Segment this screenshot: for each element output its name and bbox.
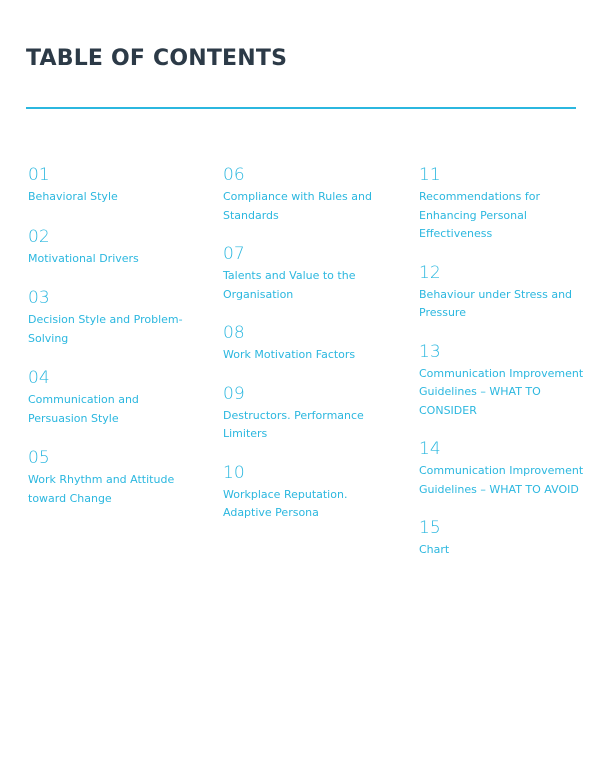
toc-item-number: 02 [28,226,50,247]
toc-item-label[interactable]: Destructors. Performance Limiters [223,408,364,440]
toc-item-label[interactable]: Compliance with Rules and Standards [223,190,372,222]
toc-item-label[interactable]: Motivational Drivers [28,251,139,265]
toc-item-number: 06 [223,165,245,185]
toc-item-03[interactable] [28,288,193,348]
toc-item-label[interactable]: Communication and Persuasion Style [28,393,139,425]
toc-item-label[interactable]: Decision Style and Problem-Solving [28,313,183,345]
toc-item-number: 08 [223,323,245,343]
toc-item-09[interactable] [223,384,388,444]
toc-item-number: 12 [419,262,441,283]
toc-item-08[interactable] [223,323,388,365]
toc-item-06[interactable] [223,165,388,225]
toc-item-number: 13 [419,341,441,362]
toc-item-10[interactable] [223,463,388,523]
toc-item-04[interactable] [28,368,193,428]
toc-item-label[interactable]: Workplace Reputation. Adaptive Persona [223,487,348,519]
toc-item-02[interactable] [28,227,193,269]
toc-item-07[interactable] [223,244,388,304]
toc-item-label[interactable]: Work Motivation Factors [223,348,356,361]
toc-item-label[interactable]: Behavioral Style [28,190,118,203]
toc-item-number: 04 [28,368,50,388]
toc-item-14[interactable] [419,439,587,499]
toc-item-number: 15 [419,518,441,538]
title-divider [26,107,576,109]
toc-item-label[interactable]: Talents and Value to the Organisation [223,269,356,301]
page-title: TABLE OF CONTENTS [26,46,288,71]
toc-item-12[interactable] [419,263,587,323]
toc-item-number: 01 [28,165,50,185]
toc-item-label[interactable]: Communication Improvement Guidelines – WHAT TO CONSIDER [419,366,584,417]
toc-item-label[interactable]: Work Rhythm and Attitude toward Change [28,473,175,505]
toc-column-1 [28,165,193,528]
toc-item-number: 11 [419,165,441,185]
toc-item-01[interactable] [28,165,193,207]
toc-item-number: 09 [223,383,245,404]
toc-item-number: 14 [419,439,441,459]
toc-item-label[interactable]: Communication Improvement Guidelines – WHAT TO AVOID [419,464,584,496]
toc-item-number: 07 [223,244,245,264]
toc-column-2 [223,165,388,542]
toc-item-label[interactable]: Recommendations for Enhancing Personal Effectiveness [419,190,541,240]
toc-item-11[interactable] [419,165,587,244]
toc-column-3 [419,165,587,579]
toc-item-13[interactable] [419,342,587,421]
toc-item-label[interactable]: Chart [419,543,450,556]
toc-item-number: 05 [28,448,50,468]
toc-item-05[interactable] [28,448,193,508]
toc-item-label[interactable]: Behaviour under Stress and Pressure [419,287,573,319]
toc-item-number: 10 [223,462,245,483]
toc-item-15[interactable] [419,518,587,560]
toc-item-number: 03 [28,288,50,308]
